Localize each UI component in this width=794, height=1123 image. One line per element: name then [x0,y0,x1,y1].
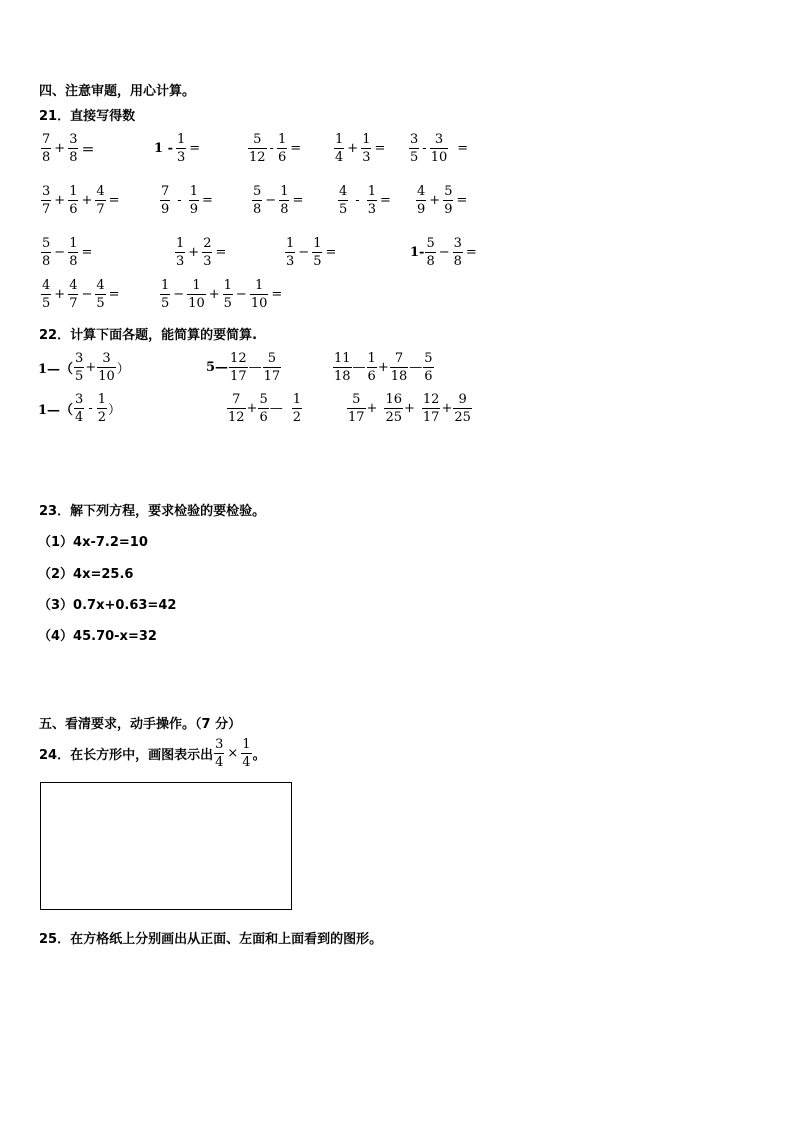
fraction: $\frac{5}{6}$ [259,391,268,425]
fraction: $\frac{3}{8}$ [69,131,78,165]
q21-title: 21．直接写得数 [39,109,136,124]
fraction: $\frac{1}{5}$ [161,277,170,311]
fraction: $\frac{2}{3}$ [203,235,212,269]
q21-r4-a: $\frac{4}{5}$ + $\frac{4}{7}$ − $\frac{4}{5}$ = [42,277,120,311]
q22-title: 22．计算下面各题，能简算的要简算. [39,328,258,343]
equation-2: （2）4x=25.6 [38,567,134,582]
fraction: $\frac{1}{10}$ [188,277,205,311]
fraction: $\frac{1}{3}$ [286,235,295,269]
q21-r3-d: 1- $\frac{5}{8}$ − $\frac{3}{8}$ = [410,235,477,269]
fraction: $\frac{4}{9}$ [417,183,426,217]
drawing-rectangle[interactable] [40,782,292,910]
fraction: $\frac{5}{8}$ [253,183,262,217]
fraction: $\frac{5}{8}$ [42,235,51,269]
fraction: $\frac{5}{6}$ [424,350,433,384]
q21-r3-a: $\frac{5}{8}$ − $\frac{1}{8}$ = [42,235,93,269]
fraction: $\frac{1}{4}$ [335,131,344,165]
fraction: $\frac{3}{5}$ [75,350,84,384]
fraction: $\frac{7}{12}$ [228,391,245,425]
fraction: $\frac{1}{2}$ [292,391,302,425]
q21-r1-d: $\frac{1}{4}$ + $\frac{1}{3}$ = [335,131,386,165]
fraction: $\frac{1}{4}$ [242,736,251,770]
q21-r1-b: 1 - $\frac{1}{3}$ = [154,131,201,165]
fraction: $\frac{1}{2}$ [97,391,107,425]
q21-r2-a: $\frac{3}{7}$ + $\frac{1}{6}$ + $\frac{4}{7}$ = [42,183,120,217]
fraction: $\frac{3}{7}$ [42,183,51,217]
q21-r1-a: $\frac{7}{8}$ + $\frac{3}{8}$ ＝ [42,131,95,165]
fraction: $\frac{1}{6}$ [69,183,78,217]
equation-4: （4）45.70-x=32 [38,629,157,644]
section-5-title: 五、看清要求，动手操作。（7 分） [39,717,242,732]
fraction: $\frac{11}{18}$ [334,350,351,384]
fraction: $\frac{9}{25}$ [454,391,471,425]
fraction: $\frac{3}{8}$ [453,235,462,269]
q22-r2-c: $\frac{5}{17}$ + $\frac{16}{25}$ + $\frac{12}{17}$ + $\frac{9}{25}$ [348,391,471,425]
fraction: $\frac{7}{9}$ [161,183,170,217]
fraction: $\frac{3}{5}$ [410,131,419,165]
fraction: $\frac{4}{5}$ [42,277,51,311]
fraction: $\frac{3}{10}$ [98,350,115,384]
fraction: $\frac{7}{8}$ [42,131,51,165]
fraction: $\frac{4}{5}$ [339,183,348,217]
q24-text: 24．在长方形中，画图表示出 $\frac{3}{4}$ × $\frac{1}{4}$ 。 [39,736,266,770]
fraction: $\frac{7}{18}$ [390,350,408,384]
equation-1: （1）4x-7.2=10 [38,535,148,550]
q25-title: 25．在方格纸上分别画出从正面、左面和上面看到的图形。 [39,932,383,947]
fraction: $\frac{1}{6}$ [367,350,376,384]
fraction: $\frac{1}{5}$ [223,277,232,311]
q21-r3-b: $\frac{1}{3}$ + $\frac{2}{3}$ = [176,235,227,269]
q21-r2-b: $\frac{7}{9}$ - $\frac{1}{9}$ = [161,183,213,217]
q22-r2-a: 1—（ $\frac{3}{4}$ - $\frac{1}{2}$ ） [38,391,122,425]
fraction: $\frac{5}{17}$ [348,391,365,425]
q21-r2-c: $\frac{5}{8}$ − $\frac{1}{8}$ = [253,183,304,217]
fraction: $\frac{1}{10}$ [250,277,268,311]
fraction: $\frac{5}{9}$ [444,183,453,217]
fraction: $\frac{5}{17}$ [263,350,281,384]
q22-r2-b: $\frac{7}{12}$ + $\frac{5}{6}$ — $\frac{1}{2}$ [228,391,302,425]
q21-r4-b: $\frac{1}{5}$ − $\frac{1}{10}$ + $\frac{1}{5}$ − $\frac{1}{10}$ = [161,277,283,311]
fraction: $\frac{1}{5}$ [313,235,322,269]
fraction: $\frac{3}{4}$ [75,391,84,425]
fraction: $\frac{1}{8}$ [280,183,289,217]
fraction: $\frac{5}{8}$ [426,235,435,269]
fraction: $\frac{12}{17}$ [230,350,247,384]
fraction: $\frac{1}{6}$ [277,131,287,165]
fraction: $\frac{1}{3}$ [367,183,376,217]
section-4-title: 四、注意审题，用心计算。 [39,84,196,99]
fraction: $\frac{1}{8}$ [69,235,78,269]
q21-r1-e: $\frac{3}{5}$ - $\frac{3}{10}$ = [410,131,469,165]
fraction: $\frac{1}{9}$ [189,183,198,217]
fraction: $\frac{3}{10}$ [430,131,448,165]
equation-3: （3）0.7x+0.63=42 [38,598,177,613]
fraction: $\frac{1}{3}$ [362,131,371,165]
q22-r1-a: 1—（ $\frac{3}{5}$ + $\frac{3}{10}$ ） [38,350,130,384]
fraction: $\frac{1}{3}$ [176,235,185,269]
fraction: $\frac{16}{25}$ [385,391,402,425]
q21-r2-e: $\frac{4}{9}$ + $\frac{5}{9}$ = [417,183,468,217]
q21-r1-c: $\frac{5}{12}$ - $\frac{1}{6}$ = [249,131,302,165]
fraction: $\frac{1}{3}$ [176,131,186,165]
q21-r3-c: $\frac{1}{3}$ − $\frac{1}{5}$ = [286,235,337,269]
q22-r1-b: 5— $\frac{12}{17}$ — $\frac{5}{17}$ [206,350,281,384]
fraction: $\frac{4}{7}$ [96,183,105,217]
fraction: $\frac{3}{4}$ [215,736,224,770]
fraction: $\frac{12}{17}$ [422,391,440,425]
fraction: $\frac{4}{7}$ [69,277,78,311]
fraction: $\frac{5}{12}$ [249,131,266,165]
q21-r2-d: $\frac{4}{5}$ - $\frac{1}{3}$ = [339,183,391,217]
q22-r1-c: $\frac{11}{18}$ — $\frac{1}{6}$ + $\frac{7}{18}$ — $\frac{5}{6}$ [334,350,433,384]
q23-title: 23．解下列方程，要求检验的要检验。 [39,504,266,519]
fraction: $\frac{4}{5}$ [96,277,105,311]
